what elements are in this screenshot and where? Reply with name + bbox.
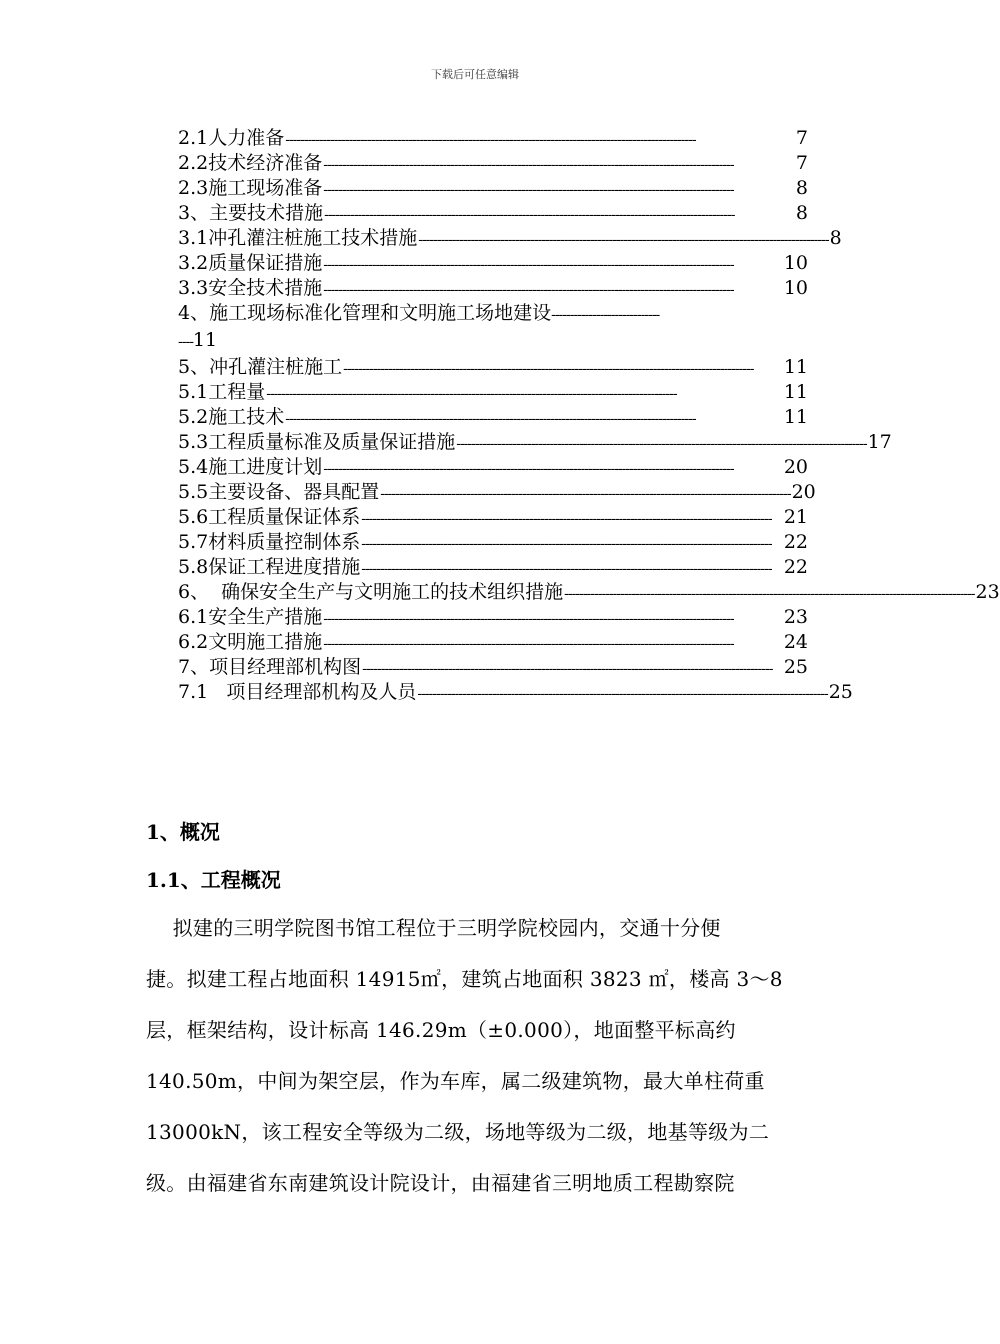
paragraph-line: 13000kN，该工程安全等级为二级，场地等级为二级，地基等级为二 <box>146 1120 770 1144</box>
subsection-heading: 1.1、工程概况 <box>146 868 281 892</box>
toc-leader: -------------------------------------------------------------------------------------------------------------- <box>361 561 772 577</box>
table-of-contents <box>178 126 1000 705</box>
toc-entry-page: 11 <box>783 356 808 378</box>
toc-entry[interactable] <box>178 455 808 480</box>
toc-entry-wrapped[interactable] <box>178 301 808 355</box>
toc-entry-page: 10 <box>783 277 808 299</box>
toc-leader: -------------------------------------------------------------------------------------------------------------- <box>361 536 772 552</box>
paragraph-line: 140.50m，中间为架空层，作为车库，属二级建筑物，最大单柱荷重 <box>146 1069 765 1093</box>
toc-leader: -------------------------------------------------------------------------------------------------------------- <box>380 486 791 502</box>
toc-leader: -------------------------------------------------------------------------------------------------------------- <box>323 257 734 273</box>
toc-leader: ---- <box>178 334 193 350</box>
toc-entry-title: 2.2技术经济准备 <box>178 152 323 174</box>
toc-leader: -------------------------------------------------------------------------------------------------------------- <box>323 461 734 477</box>
toc-entry-title: 5.4施工进度计划 <box>178 456 323 478</box>
toc-entry-title: 5.6工程质量保证体系 <box>178 506 361 528</box>
toc-entry[interactable] <box>178 680 853 705</box>
toc-entry[interactable] <box>178 251 808 276</box>
toc-entry-title: 3.3安全技术措施 <box>178 277 323 299</box>
toc-entry-title: 5.1工程量 <box>178 381 266 403</box>
toc-leader: -------------------------------------------------------------------------------------------------------------- <box>323 282 734 298</box>
toc-entry[interactable] <box>178 655 808 680</box>
toc-entry-title: 3.1冲孔灌注桩施工技术措施 <box>178 227 418 249</box>
toc-entry-page: 7 <box>795 127 808 149</box>
toc-entry[interactable] <box>178 276 808 301</box>
toc-leader: -------------------------------------------------------------------------------------------------------------- <box>362 661 773 677</box>
toc-entry-page: 10 <box>783 252 808 274</box>
body-paragraph <box>146 903 806 1209</box>
toc-entry[interactable] <box>178 151 808 176</box>
toc-entry-title: 7、项目经理部机构图 <box>178 656 362 678</box>
toc-entry[interactable] <box>178 555 808 580</box>
section-heading: 1、概况 <box>146 820 220 844</box>
toc-leader: -------------------------------------------------------------------------------------------------------------- <box>456 436 867 452</box>
toc-entry[interactable] <box>178 630 808 655</box>
toc-entry[interactable] <box>178 176 808 201</box>
toc-leader: ----------------------------- <box>551 307 660 323</box>
toc-entry-page: 8 <box>829 227 842 249</box>
toc-entry-page: 20 <box>791 481 816 503</box>
toc-leader: -------------------------------------------------------------------------------------------------------------- <box>285 132 696 148</box>
toc-leader: -------------------------------------------------------------------------------------------------------------- <box>323 157 734 173</box>
toc-entry-title: 5.8保证工程进度措施 <box>178 556 361 578</box>
toc-entry-title: 3、主要技术措施 <box>178 202 324 224</box>
toc-entry-page: 22 <box>783 556 808 578</box>
toc-entry-page: 7 <box>795 152 808 174</box>
toc-entry-title: 6.2文明施工措施 <box>178 631 323 653</box>
toc-entry[interactable] <box>178 605 808 630</box>
toc-entry-page: 11 <box>783 406 808 428</box>
toc-entry-title: 6.1安全生产措施 <box>178 606 323 628</box>
toc-entry-title: 6、 确保安全生产与文明施工的技术组织措施 <box>178 581 564 603</box>
toc-entry-title: 7.1 项目经理部机构及人员 <box>178 681 417 703</box>
toc-entry-page: 21 <box>783 506 808 528</box>
toc-entry-page: 22 <box>783 531 808 553</box>
toc-entry-page: 24 <box>783 631 808 653</box>
toc-entry[interactable] <box>178 480 816 505</box>
toc-entry[interactable] <box>178 405 808 430</box>
toc-entry[interactable] <box>178 430 892 455</box>
toc-leader: -------------------------------------------------------------------------------------------------------------- <box>564 586 975 602</box>
toc-entry-page: 25 <box>783 656 808 678</box>
toc-entry-page: 17 <box>867 431 892 453</box>
toc-entry[interactable] <box>178 580 1000 605</box>
toc-leader: -------------------------------------------------------------------------------------------------------------- <box>324 207 735 223</box>
toc-leader: -------------------------------------------------------------------------------------------------------------- <box>285 411 696 427</box>
toc-entry[interactable] <box>178 226 842 251</box>
toc-entry[interactable] <box>178 380 808 405</box>
toc-leader: -------------------------------------------------------------------------------------------------------------- <box>343 361 754 377</box>
toc-entry-page: 11 <box>192 329 218 351</box>
toc-entry-title: 5.7材料质量控制体系 <box>178 531 361 553</box>
toc-entry-page: 8 <box>795 202 808 224</box>
paragraph-line: 层，框架结构，设计标高 146.29m（±0.000），地面整平标高约 <box>146 1018 736 1042</box>
toc-entry-title: 4、施工现场标准化管理和文明施工场地建设 <box>178 302 552 324</box>
toc-leader: -------------------------------------------------------------------------------------------------------------- <box>418 232 829 248</box>
toc-entry-page: 23 <box>783 606 808 628</box>
toc-entry[interactable] <box>178 505 808 530</box>
toc-entry-page: 23 <box>975 581 1000 603</box>
toc-leader: -------------------------------------------------------------------------------------------------------------- <box>323 636 734 652</box>
toc-leader: -------------------------------------------------------------------------------------------------------------- <box>323 182 734 198</box>
toc-leader: -------------------------------------------------------------------------------------------------------------- <box>361 511 772 527</box>
toc-entry-title: 5.2施工技术 <box>178 406 285 428</box>
toc-entry-page: 8 <box>795 177 808 199</box>
toc-entry[interactable] <box>178 126 808 151</box>
paragraph-line: 级。由福建省东南建筑设计院设计，由福建省三明地质工程勘察院 <box>146 1171 735 1195</box>
toc-entry-title: 5.3工程质量标准及质量保证措施 <box>178 431 456 453</box>
toc-entry-page: 11 <box>783 381 808 403</box>
toc-entry-title: 2.1人力准备 <box>178 127 285 149</box>
toc-entry-title: 5.5主要设备、器具配置 <box>178 481 380 503</box>
page-header: 下载后可任意编辑 <box>431 68 519 81</box>
toc-entry-page: 25 <box>828 681 853 703</box>
paragraph-line: 捷。拟建工程占地面积 14915㎡，建筑占地面积 3823 ㎡，楼高 3～8 <box>146 967 783 991</box>
toc-leader: -------------------------------------------------------------------------------------------------------------- <box>323 611 734 627</box>
toc-entry-title: 5、冲孔灌注桩施工 <box>178 356 343 378</box>
toc-entry[interactable] <box>178 201 808 226</box>
toc-entry-title: 3.2质量保证措施 <box>178 252 323 274</box>
toc-entry-page: 20 <box>783 456 808 478</box>
paragraph-line: 拟建的三明学院图书馆工程位于三明学院校园内，交通十分便 <box>146 916 721 940</box>
toc-leader: -------------------------------------------------------------------------------------------------------------- <box>417 686 828 702</box>
toc-entry[interactable] <box>178 355 808 380</box>
toc-entry-title: 2.3施工现场准备 <box>178 177 323 199</box>
toc-entry[interactable] <box>178 530 808 555</box>
toc-leader: -------------------------------------------------------------------------------------------------------------- <box>266 386 677 402</box>
